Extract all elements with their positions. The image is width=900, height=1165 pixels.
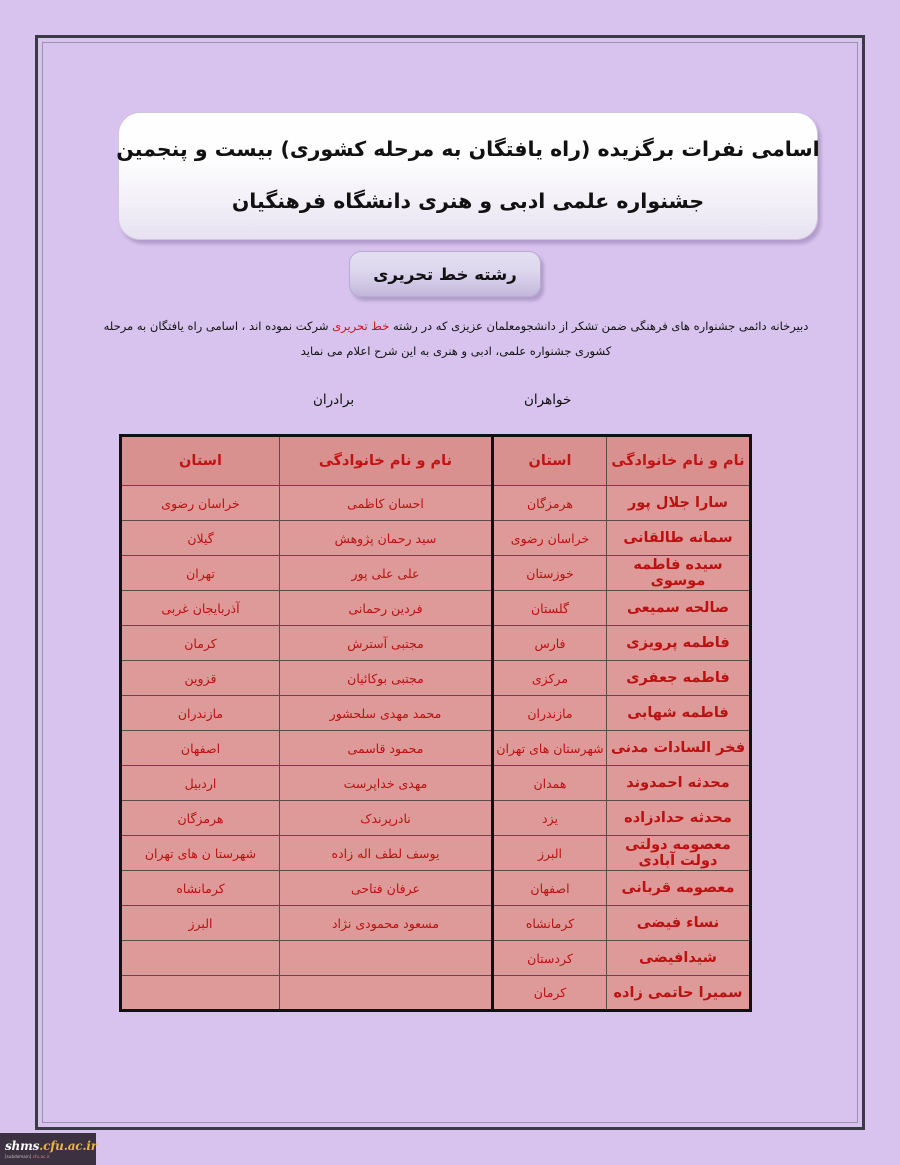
- table-row: [121, 941, 751, 976]
- cell-sisters-name: فخر السادات مدنی: [607, 731, 751, 766]
- cell-sisters-province: اصفهان: [493, 871, 607, 906]
- intro-text-part-1: دبیرخانه دائمی جشنواره های فرهنگی ضمن تشکر از دانشجومعلمان عزیزی که در رشته: [389, 319, 809, 333]
- page-title-line-2: جشنواره علمی ادبی و هنری دانشگاه فرهنگیان: [231, 189, 705, 213]
- column-header-brothers-name: نام و نام خانوادگی: [280, 436, 493, 486]
- table-row: [121, 766, 751, 801]
- cell-sisters-province: کرمان: [493, 976, 607, 1011]
- column-header-sisters-province: استان: [493, 436, 607, 486]
- cell-sisters-province: هرمزگان: [493, 486, 607, 521]
- table-row: [121, 801, 751, 836]
- cell-sisters-name: سیده فاطمه موسوی: [607, 556, 751, 591]
- table-row: [121, 906, 751, 941]
- cell-brothers-province: اصفهان: [121, 731, 280, 766]
- results-table-body: [121, 486, 751, 1011]
- cell-brothers-name: عرفان فتاحی: [280, 871, 493, 906]
- intro-paragraph: [100, 314, 812, 363]
- cell-sisters-province: مازندران: [493, 696, 607, 731]
- cell-sisters-province: مرکزی: [493, 661, 607, 696]
- cell-sisters-name: سمیرا حاتمی زاده: [607, 976, 751, 1011]
- cell-brothers-name: احسان کاظمی: [280, 486, 493, 521]
- cell-sisters-name: صالحه سمیعی: [607, 591, 751, 626]
- cell-brothers-name: سید رحمان پژوهش: [280, 521, 493, 556]
- table-row: [121, 836, 751, 871]
- cell-brothers-province: تهران: [121, 556, 280, 591]
- cell-brothers-name: محمد مهدی سلحشور: [280, 696, 493, 731]
- cell-sisters-province: کرمانشاه: [493, 906, 607, 941]
- cell-sisters-name: محدثه حدادزاده: [607, 801, 751, 836]
- watermark-sub-text: [0, 1154, 96, 1159]
- section-label-sisters: خواهران: [524, 392, 572, 408]
- cell-brothers-province: خراسان رضوی: [121, 486, 280, 521]
- cell-brothers-name: [280, 941, 493, 976]
- results-table-head: [121, 436, 751, 486]
- results-table: [119, 434, 752, 1012]
- cell-brothers-province: مازندران: [121, 696, 280, 731]
- table-row: [121, 661, 751, 696]
- cell-sisters-name: سمانه طالقانی: [607, 521, 751, 556]
- cell-sisters-province: همدان: [493, 766, 607, 801]
- cell-sisters-name: معصومه قربانی: [607, 871, 751, 906]
- table-row: [121, 731, 751, 766]
- cell-sisters-province: خراسان رضوی: [493, 521, 607, 556]
- column-header-brothers-province: استان: [121, 436, 280, 486]
- cell-brothers-name: یوسف لطف اله زاده: [280, 836, 493, 871]
- cell-sisters-province: البرز: [493, 836, 607, 871]
- cell-brothers-name: مجتبی آسترش: [280, 626, 493, 661]
- cell-sisters-name: فاطمه پرویزی: [607, 626, 751, 661]
- table-row: [121, 976, 751, 1011]
- cell-sisters-province: کردستان: [493, 941, 607, 976]
- cell-brothers-name: [280, 976, 493, 1011]
- cell-brothers-province: [121, 941, 280, 976]
- page-title-line-1: اسامی نفرات برگزیده (راه یافتگان به مرحله کشوری) بیست و پنجمین: [116, 137, 820, 162]
- cell-brothers-name: مهدی خداپرست: [280, 766, 493, 801]
- table-row: [121, 486, 751, 521]
- cell-brothers-province: اردبیل: [121, 766, 280, 801]
- cell-brothers-province: البرز: [121, 906, 280, 941]
- cell-sisters-name: سارا جلال پور: [607, 486, 751, 521]
- cell-brothers-province: هرمزگان: [121, 801, 280, 836]
- cell-sisters-name: نساء فیضی: [607, 906, 751, 941]
- watermark-prefix: shms: [5, 1139, 40, 1153]
- cell-brothers-name: نادرپرندک: [280, 801, 493, 836]
- table-row: [121, 696, 751, 731]
- cell-brothers-province: کرمانشاه: [121, 871, 280, 906]
- cell-brothers-name: علی علی پور: [280, 556, 493, 591]
- cell-brothers-name: مجتبی بوکائیان: [280, 661, 493, 696]
- section-label-brothers: برادران: [313, 392, 355, 408]
- table-row: [121, 626, 751, 661]
- cell-sisters-name: محدثه احمدوند: [607, 766, 751, 801]
- category-badge: [349, 251, 541, 297]
- table-row: [121, 521, 751, 556]
- watermark-main-text: [0, 1139, 96, 1153]
- column-header-sisters-name: نام و نام خانوادگی: [607, 436, 751, 486]
- cell-brothers-province: گیلان: [121, 521, 280, 556]
- table-row: [121, 556, 751, 591]
- watermark-sub-prefix: [subdomain]: [5, 1154, 32, 1159]
- site-watermark: [0, 1133, 96, 1165]
- table-row: [121, 591, 751, 626]
- cell-brothers-name: فردین رحمانی: [280, 591, 493, 626]
- cell-sisters-province: خوزستان: [493, 556, 607, 591]
- cell-sisters-name: فاطمه جعفری: [607, 661, 751, 696]
- intro-highlight: خط تحریری: [332, 319, 390, 333]
- title-banner: [118, 112, 818, 240]
- cell-sisters-name: معصومه دولتی دولت آبادی: [607, 836, 751, 871]
- cell-brothers-province: شهرستا ن های تهران: [121, 836, 280, 871]
- table-header-row: [121, 436, 751, 486]
- watermark-sub-domain: .cfu.ac.ir: [31, 1154, 50, 1159]
- cell-brothers-province: کرمان: [121, 626, 280, 661]
- cell-brothers-name: مسعود محمودی نژاد: [280, 906, 493, 941]
- cell-brothers-province: [121, 976, 280, 1011]
- cell-sisters-province: فارس: [493, 626, 607, 661]
- cell-sisters-province: گلستان: [493, 591, 607, 626]
- watermark-domain: .cfu.ac.ir: [39, 1139, 97, 1153]
- cell-sisters-name: شیدافیضی: [607, 941, 751, 976]
- cell-brothers-province: آذربایجان غربی: [121, 591, 280, 626]
- cell-sisters-province: یزد: [493, 801, 607, 836]
- cell-brothers-name: محمود قاسمی: [280, 731, 493, 766]
- cell-sisters-name: فاطمه شهابی: [607, 696, 751, 731]
- cell-brothers-province: قزوین: [121, 661, 280, 696]
- category-badge-label: رشته خط تحریری: [373, 264, 517, 284]
- intro-text-part-2: شرکت نموده اند ، اسامی راه یافتگان به مرحله کشوری جشنواره علمی، ادبی و هنری به این شرح اعلام می نماید: [103, 319, 612, 358]
- cell-sisters-province: شهرستان های تهران: [493, 731, 607, 766]
- table-row: [121, 871, 751, 906]
